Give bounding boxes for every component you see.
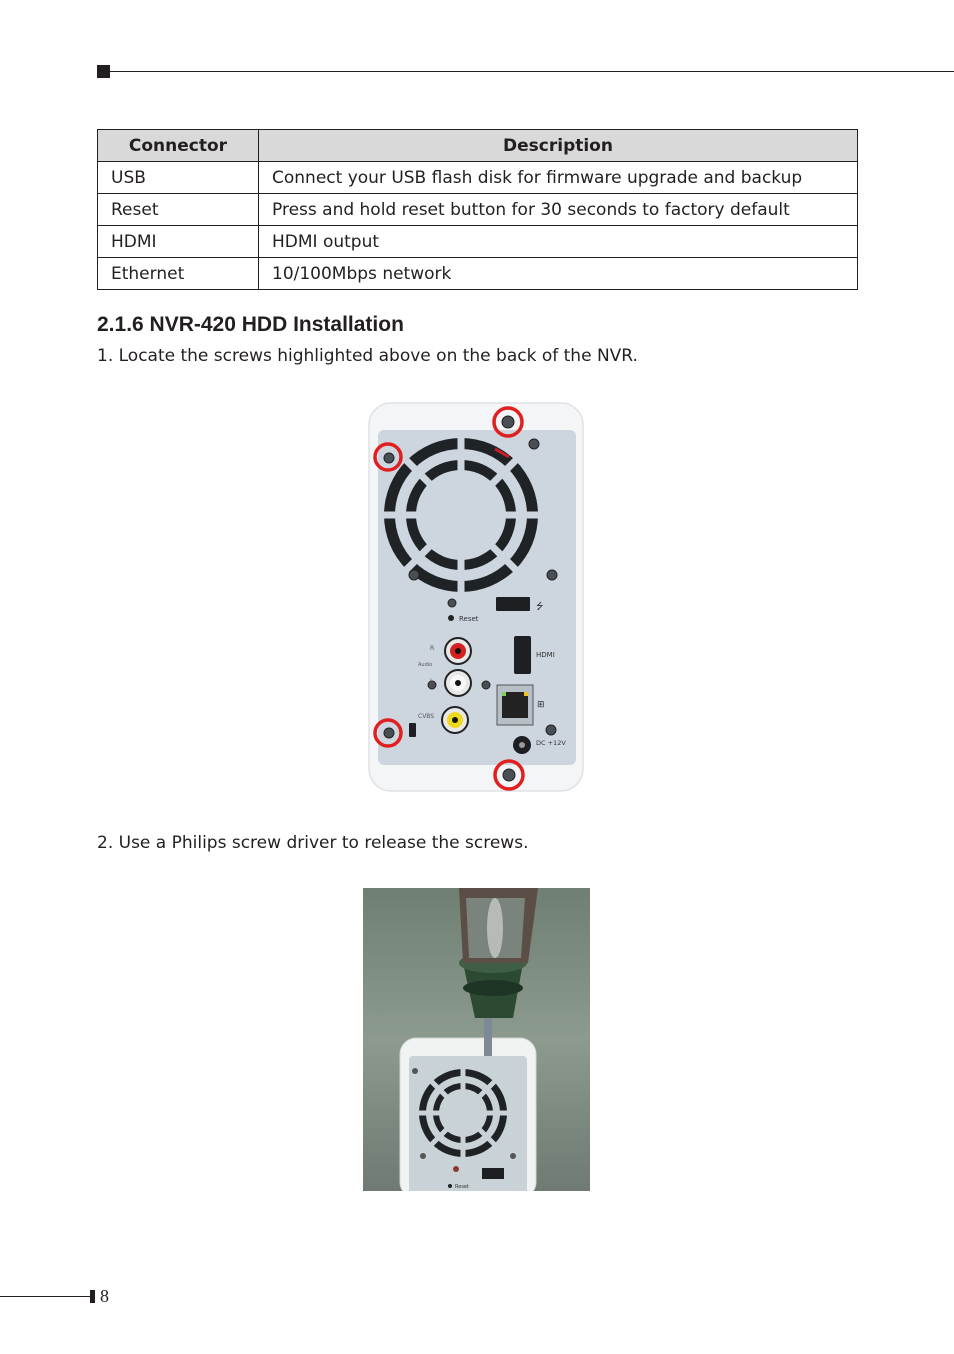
network-symbol-icon: ⊞ — [537, 700, 545, 710]
screw-icon — [448, 599, 456, 607]
hdmi-label: HDMI — [536, 651, 555, 659]
page-number: 8 — [100, 1286, 109, 1306]
screw-icon — [547, 570, 557, 580]
usb-port-icon — [496, 597, 530, 611]
footer-rule — [0, 1296, 90, 1297]
screw-icon — [412, 1068, 418, 1074]
screw-icon — [409, 570, 419, 580]
header-marker — [97, 65, 110, 78]
screw-icon — [529, 439, 539, 449]
connector-table — [97, 129, 858, 290]
cvbs-jack-icon — [442, 707, 468, 733]
description-cell: Connect your USB flash disk for firmware upgrade and backup — [259, 162, 858, 194]
kensington-lock-icon — [409, 723, 416, 737]
screw-icon — [502, 416, 514, 428]
table-header-row — [98, 130, 858, 162]
table-row — [98, 226, 858, 258]
column-header-connector: Connector — [98, 130, 259, 162]
screw-icon — [384, 728, 394, 738]
fan-grill — [381, 435, 541, 595]
reset-hole-icon — [448, 1184, 452, 1188]
screw-icon — [510, 1153, 516, 1159]
dc-power-jack-icon — [513, 736, 531, 754]
audio-r-jack-icon — [445, 638, 471, 664]
description-cell: HDMI output — [259, 226, 858, 258]
header-rule — [110, 71, 954, 72]
description-cell: 10/100Mbps network — [259, 258, 858, 290]
reset-hole-icon — [448, 615, 454, 621]
usb-symbol-icon: ⭍ — [536, 602, 544, 612]
cvbs-label: CVBS — [418, 713, 435, 720]
connector-cell: Ethernet — [98, 258, 259, 290]
dc-label: DC +12V — [536, 739, 566, 747]
connector-cell: Reset — [98, 194, 259, 226]
nvr-back-panel-image — [368, 400, 588, 795]
screw-icon — [503, 769, 515, 781]
ethernet-port-icon — [497, 685, 533, 725]
connector-cell: HDMI — [98, 226, 259, 258]
screw-icon — [546, 725, 556, 735]
step-1-text: 1. Locate the screws highlighted above on the back of the NVR. — [97, 346, 638, 366]
usb-port-icon — [482, 1168, 504, 1179]
footer-marker — [90, 1290, 95, 1303]
audio-label: Audio — [418, 662, 433, 668]
hdmi-port-icon — [514, 636, 531, 674]
audio-r-label: R — [430, 645, 435, 652]
table-row — [98, 258, 858, 290]
table-row — [98, 162, 858, 194]
description-cell: Press and hold reset button for 30 seconds to factory default — [259, 194, 858, 226]
screwdriver-photo-image — [363, 888, 590, 1191]
step-2-text: 2. Use a Philips screw driver to release the screws. — [97, 833, 529, 853]
audio-l-jack-icon — [445, 670, 471, 696]
section-title: 2.1.6 NVR-420 HDD Installation — [97, 313, 404, 336]
screw-icon — [384, 453, 394, 463]
reset-label: Reset — [459, 615, 479, 623]
audio-l-label: L — [430, 678, 434, 685]
column-header-description: Description — [259, 130, 858, 162]
screw-icon — [453, 1166, 459, 1172]
connector-cell: USB — [98, 162, 259, 194]
screw-icon — [482, 681, 490, 689]
reset-label-small: Reset — [455, 1184, 469, 1190]
screw-icon — [420, 1153, 426, 1159]
table-row — [98, 194, 858, 226]
